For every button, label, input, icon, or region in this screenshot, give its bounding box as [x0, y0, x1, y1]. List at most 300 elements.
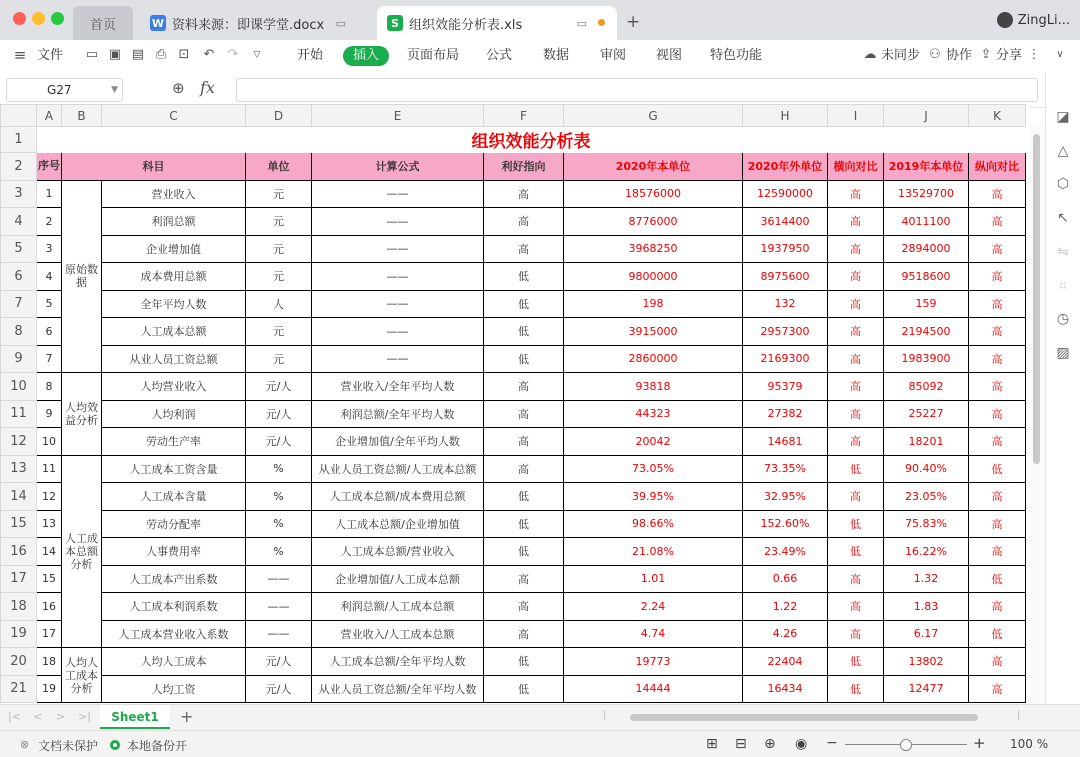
cell-index[interactable]: 7: [37, 345, 62, 373]
formula-input[interactable]: [236, 78, 1038, 102]
cell[interactable]: 2169300: [743, 345, 828, 373]
group-label[interactable]: 人工成本总额分析: [62, 455, 102, 648]
cell[interactable]: 高: [828, 400, 884, 428]
adjust-icon[interactable]: ⇋: [1057, 244, 1069, 260]
cell[interactable]: 高: [484, 373, 564, 401]
cell[interactable]: 利润总额/全年平均人数: [312, 400, 484, 428]
cell[interactable]: ——: [246, 565, 312, 593]
vertical-scrollbar[interactable]: [1030, 126, 1044, 704]
cell[interactable]: 低: [484, 345, 564, 373]
next-sheet-icon[interactable]: >: [56, 710, 66, 723]
column-header[interactable]: B: [62, 105, 102, 127]
cell[interactable]: 人工成本总额/成本费用总额: [312, 483, 484, 511]
row-header[interactable]: 14: [1, 483, 37, 511]
cell[interactable]: 高: [969, 180, 1026, 208]
cell[interactable]: 高: [969, 648, 1026, 676]
backup-status[interactable]: 本地备份开: [127, 739, 188, 753]
menu-data[interactable]: 数据: [543, 48, 570, 63]
row-header[interactable]: 12: [1, 428, 37, 456]
horizontal-scroll-thumb[interactable]: [630, 714, 978, 721]
redo-icon[interactable]: ↷: [227, 47, 239, 62]
cell[interactable]: 低: [484, 483, 564, 511]
chevron-down-icon[interactable]: ▼: [111, 85, 118, 95]
cell[interactable]: 152.60%: [743, 510, 828, 538]
row-header[interactable]: 2: [1, 153, 37, 181]
cell[interactable]: 44323: [564, 400, 743, 428]
header-cell[interactable]: 横向对比: [828, 153, 884, 181]
cell[interactable]: 高: [828, 565, 884, 593]
cell[interactable]: 14681: [743, 428, 828, 456]
header-cell[interactable]: 序号: [37, 153, 62, 181]
cell[interactable]: 人工成本总额: [102, 318, 246, 346]
print-preview-icon[interactable]: ⊡: [178, 47, 190, 62]
insert-function-button[interactable]: fx: [200, 78, 215, 97]
column-header[interactable]: C: [102, 105, 246, 127]
image-icon[interactable]: ▨: [1056, 345, 1070, 361]
cell[interactable]: 高: [484, 208, 564, 236]
cell[interactable]: 低: [484, 510, 564, 538]
more-icon[interactable]: ⋮: [1027, 47, 1041, 62]
cell[interactable]: 高: [969, 483, 1026, 511]
tab-doc[interactable]: [140, 6, 368, 40]
cell[interactable]: 低: [828, 675, 884, 703]
cell[interactable]: 1.83: [884, 593, 969, 621]
cell[interactable]: 利润总额: [102, 208, 246, 236]
menu-view[interactable]: 视图: [656, 48, 683, 63]
cell[interactable]: ——: [312, 208, 484, 236]
cell[interactable]: 22404: [743, 648, 828, 676]
header-cell[interactable]: 计算公式: [312, 153, 484, 181]
cell[interactable]: 人工成本总额/企业增加值: [312, 510, 484, 538]
cell[interactable]: 高: [969, 538, 1026, 566]
close-window-button[interactable]: [13, 12, 26, 25]
cell[interactable]: 19773: [564, 648, 743, 676]
cell[interactable]: 14444: [564, 675, 743, 703]
page-layout-view-icon[interactable]: ⊟: [735, 736, 747, 752]
cell[interactable]: 20042: [564, 428, 743, 456]
cell-index[interactable]: 17: [37, 620, 62, 648]
cell[interactable]: 75.83%: [884, 510, 969, 538]
cell-index[interactable]: 8: [37, 373, 62, 401]
column-header[interactable]: D: [246, 105, 312, 127]
cell[interactable]: 高: [484, 455, 564, 483]
cell-index[interactable]: 5: [37, 290, 62, 318]
cell[interactable]: 23.05%: [884, 483, 969, 511]
header-cell[interactable]: 纵向对比: [969, 153, 1026, 181]
collapse-ribbon-icon[interactable]: ∨: [1056, 49, 1064, 60]
row-header[interactable]: 17: [1, 565, 37, 593]
cell[interactable]: 企业增加值/全年平均人数: [312, 428, 484, 456]
cell[interactable]: %: [246, 538, 312, 566]
tab-home[interactable]: 首页: [73, 6, 133, 40]
cell[interactable]: 16.22%: [884, 538, 969, 566]
cell[interactable]: 27382: [743, 400, 828, 428]
cell[interactable]: 高: [828, 483, 884, 511]
header-cell[interactable]: 2019年本单位: [884, 153, 969, 181]
history-icon[interactable]: ◷: [1056, 311, 1070, 327]
cell[interactable]: 高: [969, 593, 1026, 621]
cell[interactable]: 95379: [743, 373, 828, 401]
zoom-search-icon[interactable]: ⊕: [172, 79, 185, 97]
row-header[interactable]: 9: [1, 345, 37, 373]
cell[interactable]: 低: [828, 510, 884, 538]
scroll-right-icon[interactable]: |: [1017, 710, 1021, 721]
cell[interactable]: 93818: [564, 373, 743, 401]
cell[interactable]: 16434: [743, 675, 828, 703]
open-folder-icon[interactable]: ▭: [85, 47, 99, 62]
cell[interactable]: 8776000: [564, 208, 743, 236]
menu-start[interactable]: 开始: [297, 48, 324, 63]
cell-index[interactable]: 4: [37, 263, 62, 291]
cell[interactable]: 低: [484, 263, 564, 291]
minimize-window-button[interactable]: [32, 12, 45, 25]
cell[interactable]: 高: [828, 180, 884, 208]
cell[interactable]: 21.08%: [564, 538, 743, 566]
header-cell[interactable]: 2020年本单位: [564, 153, 743, 181]
cell[interactable]: 1.32: [884, 565, 969, 593]
cell[interactable]: 高: [828, 263, 884, 291]
cell[interactable]: 元/人: [246, 648, 312, 676]
cell[interactable]: 18576000: [564, 180, 743, 208]
cell[interactable]: 高: [969, 263, 1026, 291]
style-icon[interactable]: △: [1057, 143, 1069, 159]
sheet-tab-sheet1[interactable]: Sheet1: [100, 705, 170, 729]
cell[interactable]: 18201: [884, 428, 969, 456]
cell[interactable]: 高: [484, 235, 564, 263]
cell-index[interactable]: 9: [37, 400, 62, 428]
cell[interactable]: 3968250: [564, 235, 743, 263]
cell[interactable]: 2.24: [564, 593, 743, 621]
cell[interactable]: 高: [969, 510, 1026, 538]
cell[interactable]: 人工成本产出系数: [102, 565, 246, 593]
cell[interactable]: ——: [312, 263, 484, 291]
cell[interactable]: 成本费用总额: [102, 263, 246, 291]
cell[interactable]: 利润总额/人工成本总额: [312, 593, 484, 621]
print-icon[interactable]: ⎙: [155, 47, 167, 62]
cell[interactable]: ——: [312, 235, 484, 263]
cell[interactable]: 人工成本含量: [102, 483, 246, 511]
cell-index[interactable]: 2: [37, 208, 62, 236]
cell[interactable]: 低: [969, 620, 1026, 648]
cell[interactable]: 元: [246, 345, 312, 373]
spreadsheet-grid[interactable]: [0, 104, 1030, 704]
cell[interactable]: 高: [828, 235, 884, 263]
cell[interactable]: 6.17: [884, 620, 969, 648]
cell[interactable]: ——: [246, 593, 312, 621]
cell-index[interactable]: 15: [37, 565, 62, 593]
cell[interactable]: 高: [969, 675, 1026, 703]
cell[interactable]: 低: [484, 538, 564, 566]
cell[interactable]: %: [246, 510, 312, 538]
sheet-table[interactable]: [0, 104, 1026, 703]
cell[interactable]: 高: [828, 428, 884, 456]
cell[interactable]: 高: [828, 373, 884, 401]
cell[interactable]: 人: [246, 290, 312, 318]
first-sheet-icon[interactable]: |<: [8, 710, 21, 723]
cell[interactable]: 低: [484, 290, 564, 318]
cell-index[interactable]: 14: [37, 538, 62, 566]
cell[interactable]: 人均工资: [102, 675, 246, 703]
cell[interactable]: 高: [969, 208, 1026, 236]
cursor-select-icon[interactable]: ↖: [1057, 210, 1069, 226]
cell-index[interactable]: 6: [37, 318, 62, 346]
cell[interactable]: 3614400: [743, 208, 828, 236]
chevron-down-icon[interactable]: ▽: [253, 50, 261, 60]
maximize-window-button[interactable]: [51, 12, 64, 25]
cell[interactable]: 25227: [884, 400, 969, 428]
cell[interactable]: 人工成本营业收入系数: [102, 620, 246, 648]
row-header[interactable]: 4: [1, 208, 37, 236]
cell[interactable]: 2957300: [743, 318, 828, 346]
cell-index[interactable]: 1: [37, 180, 62, 208]
cell[interactable]: 低: [484, 648, 564, 676]
cloud-sync-icon[interactable]: ☁: [863, 47, 877, 62]
monitor-icon[interactable]: ▭: [335, 16, 346, 30]
group-label[interactable]: 原始数据: [62, 180, 102, 373]
collaborate-icon[interactable]: ⚇: [929, 47, 941, 62]
row-header[interactable]: 21: [1, 675, 37, 703]
add-sheet-button[interactable]: +: [180, 707, 194, 726]
cell[interactable]: 高: [828, 620, 884, 648]
cell[interactable]: 元/人: [246, 675, 312, 703]
header-cell[interactable]: 2020年外单位: [743, 153, 828, 181]
vertical-scroll-thumb[interactable]: [1033, 134, 1040, 464]
sync-status[interactable]: 未同步: [881, 48, 921, 63]
cell[interactable]: 73.05%: [564, 455, 743, 483]
export-pdf-icon[interactable]: ▤: [131, 47, 145, 62]
row-header[interactable]: 8: [1, 318, 37, 346]
cell[interactable]: 企业增加值/人工成本总额: [312, 565, 484, 593]
monitor-icon[interactable]: ▭: [576, 16, 587, 30]
cell[interactable]: 从业人员工资总额/全年平均人数: [312, 675, 484, 703]
share-icon[interactable]: ⇪: [980, 47, 992, 62]
cell[interactable]: 4011100: [884, 208, 969, 236]
select-all-corner[interactable]: [1, 105, 37, 127]
row-header[interactable]: 1: [1, 127, 37, 153]
cell[interactable]: 13529700: [884, 180, 969, 208]
cell[interactable]: 12477: [884, 675, 969, 703]
cell[interactable]: 元: [246, 208, 312, 236]
cell[interactable]: 2894000: [884, 235, 969, 263]
cell[interactable]: %: [246, 455, 312, 483]
share-button[interactable]: 分享: [996, 48, 1023, 63]
cell[interactable]: 4.74: [564, 620, 743, 648]
cell[interactable]: 高: [969, 400, 1026, 428]
cell[interactable]: 132: [743, 290, 828, 318]
collaborate-button[interactable]: 协作: [946, 48, 973, 63]
cell[interactable]: 高: [969, 318, 1026, 346]
cell[interactable]: 90.40%: [884, 455, 969, 483]
reading-mode-icon[interactable]: ⊕: [764, 736, 776, 752]
cell[interactable]: 2860000: [564, 345, 743, 373]
group-label[interactable]: 人均人工成本分析: [62, 648, 102, 703]
new-tab-button[interactable]: +: [626, 12, 641, 32]
row-header[interactable]: 15: [1, 510, 37, 538]
row-header[interactable]: 19: [1, 620, 37, 648]
cell[interactable]: 高: [828, 318, 884, 346]
cell[interactable]: 高: [969, 290, 1026, 318]
cell[interactable]: 全年平均人数: [102, 290, 246, 318]
cell[interactable]: 198: [564, 290, 743, 318]
cell[interactable]: ——: [312, 290, 484, 318]
cell[interactable]: 元: [246, 180, 312, 208]
cell[interactable]: 高: [484, 620, 564, 648]
row-header[interactable]: 20: [1, 648, 37, 676]
cell[interactable]: 39.95%: [564, 483, 743, 511]
cell[interactable]: 低: [969, 565, 1026, 593]
cell[interactable]: ——: [246, 620, 312, 648]
cell[interactable]: 1937950: [743, 235, 828, 263]
cell[interactable]: 9800000: [564, 263, 743, 291]
cell[interactable]: 低: [828, 648, 884, 676]
cell[interactable]: 9518600: [884, 263, 969, 291]
column-header[interactable]: G: [564, 105, 743, 127]
tab-xls[interactable]: [377, 6, 617, 40]
column-header[interactable]: I: [828, 105, 884, 127]
cell[interactable]: 高: [969, 345, 1026, 373]
cell[interactable]: ——: [312, 345, 484, 373]
cell-index[interactable]: 19: [37, 675, 62, 703]
cell[interactable]: 高: [969, 235, 1026, 263]
row-header[interactable]: 16: [1, 538, 37, 566]
cell[interactable]: 元: [246, 263, 312, 291]
sheet-title[interactable]: 组织效能分析表: [37, 127, 1026, 153]
cell[interactable]: 人事费用率: [102, 538, 246, 566]
cell-index[interactable]: 3: [37, 235, 62, 263]
cell[interactable]: 高: [828, 208, 884, 236]
cell[interactable]: 1983900: [884, 345, 969, 373]
cell[interactable]: 高: [828, 290, 884, 318]
header-cell[interactable]: 单位: [246, 153, 312, 181]
cell[interactable]: 高: [484, 180, 564, 208]
save-icon[interactable]: ▣: [108, 47, 122, 62]
cell[interactable]: 高: [484, 565, 564, 593]
cell[interactable]: 1.22: [743, 593, 828, 621]
column-header[interactable]: A: [37, 105, 62, 127]
cell[interactable]: 73.35%: [743, 455, 828, 483]
zoom-out-button[interactable]: −: [826, 735, 838, 751]
menu-file[interactable]: 文件: [37, 48, 64, 63]
hamburger-menu-icon[interactable]: ≡: [13, 46, 27, 64]
cell[interactable]: 营业收入: [102, 180, 246, 208]
cell[interactable]: 2194500: [884, 318, 969, 346]
cell[interactable]: 高: [484, 428, 564, 456]
cell[interactable]: 从业人员工资总额: [102, 345, 246, 373]
crop-icon[interactable]: ⌗: [1059, 278, 1067, 294]
row-header[interactable]: 11: [1, 400, 37, 428]
cell[interactable]: 劳动生产率: [102, 428, 246, 456]
cell[interactable]: 元/人: [246, 428, 312, 456]
cell[interactable]: 人工成本利润系数: [102, 593, 246, 621]
cell[interactable]: 元: [246, 235, 312, 263]
header-cell[interactable]: 科目: [62, 153, 246, 181]
column-header[interactable]: H: [743, 105, 828, 127]
name-box[interactable]: [6, 78, 123, 102]
shapes-icon[interactable]: ◪: [1056, 109, 1070, 125]
shield-icon[interactable]: ⬡: [1056, 176, 1070, 192]
column-header[interactable]: J: [884, 105, 969, 127]
cell[interactable]: 23.49%: [743, 538, 828, 566]
cell-index[interactable]: 13: [37, 510, 62, 538]
zoom-level[interactable]: 100 %: [1010, 737, 1049, 751]
cell[interactable]: 4.26: [743, 620, 828, 648]
cell[interactable]: 低: [828, 455, 884, 483]
header-cell[interactable]: 利好指向: [484, 153, 564, 181]
last-sheet-icon[interactable]: >|: [78, 710, 91, 723]
cell[interactable]: 13802: [884, 648, 969, 676]
menu-features[interactable]: 特色功能: [710, 48, 763, 63]
cell[interactable]: 高: [484, 400, 564, 428]
cell[interactable]: 人均利润: [102, 400, 246, 428]
cell[interactable]: 12590000: [743, 180, 828, 208]
cell-index[interactable]: 18: [37, 648, 62, 676]
user-account[interactable]: [997, 12, 1070, 28]
cell[interactable]: ——: [312, 318, 484, 346]
normal-view-icon[interactable]: ⊞: [706, 736, 718, 752]
column-header[interactable]: F: [484, 105, 564, 127]
cell[interactable]: 元: [246, 318, 312, 346]
cell[interactable]: 32.95%: [743, 483, 828, 511]
protect-status[interactable]: 文档未保护: [38, 739, 99, 753]
row-header[interactable]: 18: [1, 593, 37, 621]
cell[interactable]: 1.01: [564, 565, 743, 593]
cell[interactable]: 高: [828, 593, 884, 621]
cell[interactable]: 0.66: [743, 565, 828, 593]
group-label[interactable]: 人均效益分析: [62, 373, 102, 456]
cell[interactable]: 人工成本总额/全年平均人数: [312, 648, 484, 676]
cell[interactable]: 高: [969, 373, 1026, 401]
cell[interactable]: 从业人员工资总额/人工成本总额: [312, 455, 484, 483]
cell[interactable]: 人均营业收入: [102, 373, 246, 401]
cell[interactable]: 8975600: [743, 263, 828, 291]
row-header[interactable]: 5: [1, 235, 37, 263]
column-header[interactable]: K: [969, 105, 1026, 127]
cell[interactable]: 98.66%: [564, 510, 743, 538]
menu-review[interactable]: 审阅: [600, 48, 627, 63]
cell[interactable]: ——: [312, 180, 484, 208]
cell[interactable]: 营业收入/人工成本总额: [312, 620, 484, 648]
prev-sheet-icon[interactable]: <: [33, 710, 43, 723]
cell[interactable]: 人工成本工资含量: [102, 455, 246, 483]
menu-page-layout[interactable]: 页面布局: [407, 48, 460, 63]
cell[interactable]: 低: [484, 318, 564, 346]
cell[interactable]: 高: [969, 428, 1026, 456]
cell[interactable]: 低: [828, 538, 884, 566]
cell[interactable]: 人工成本总额/营业收入: [312, 538, 484, 566]
cell[interactable]: 企业增加值: [102, 235, 246, 263]
cell[interactable]: %: [246, 483, 312, 511]
eye-protection-icon[interactable]: ◉: [795, 736, 808, 752]
cell[interactable]: 低: [969, 455, 1026, 483]
menu-insert[interactable]: 插入: [343, 46, 389, 66]
cell[interactable]: 3915000: [564, 318, 743, 346]
cell[interactable]: 85092: [884, 373, 969, 401]
cell-index[interactable]: 10: [37, 428, 62, 456]
cell[interactable]: 高: [484, 593, 564, 621]
zoom-slider-handle[interactable]: [900, 739, 912, 751]
cell[interactable]: 元/人: [246, 373, 312, 401]
zoom-in-button[interactable]: +: [973, 734, 986, 752]
cell[interactable]: 低: [484, 675, 564, 703]
row-header[interactable]: 10: [1, 373, 37, 401]
menu-formula[interactable]: 公式: [486, 48, 513, 63]
cell[interactable]: 人均人工成本: [102, 648, 246, 676]
cell-index[interactable]: 11: [37, 455, 62, 483]
column-header[interactable]: E: [312, 105, 484, 127]
row-header[interactable]: 7: [1, 290, 37, 318]
scroll-left-icon[interactable]: |: [603, 710, 607, 721]
cell[interactable]: 劳动分配率: [102, 510, 246, 538]
